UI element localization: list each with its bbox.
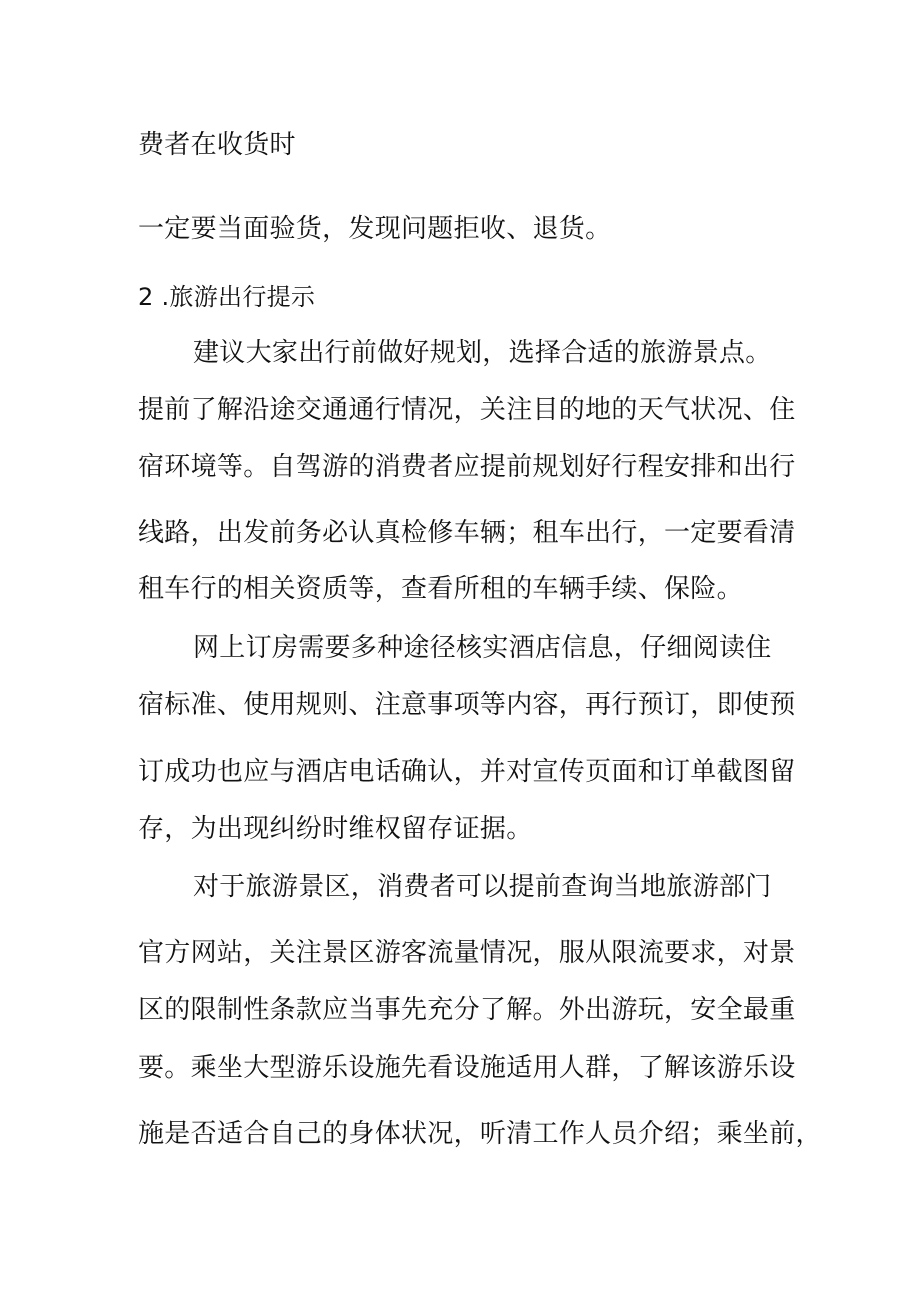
paragraph-3-line-4: 要。乘坐大型游乐设施先看设施适用人群，了解该游乐设 (138, 1053, 796, 1083)
paragraph-2-line-2: 宿标准、使用规则、注意事项等内容，再行预订，即使预 (138, 690, 796, 720)
paragraph-3-line-5: 施是否适合自己的身体状况，听清工作人员介绍；乘坐前， (138, 1119, 822, 1149)
paragraph-3-line-2: 官方网站，关注景区游客流量情况，服从限流要求，对景 (138, 938, 796, 968)
paragraph-2-line-1: 网上订房需要多种途径核实酒店信息，仔细阅读住 (193, 633, 772, 663)
paragraph-1-line-3: 宿环境等。自驾游的消费者应提前规划好行程安排和出行 (138, 452, 796, 482)
paragraph-1-line-1: 建议大家出行前做好规划，选择合适的旅游景点。 (193, 338, 772, 368)
text-line-2: 一定要当面验货，发现问题拒收、退货。 (138, 214, 612, 244)
paragraph-2-line-4: 存，为出现纠纷时维权留存证据。 (138, 814, 533, 844)
paragraph-2-line-3: 订成功也应与酒店电话确认，并对宣传页面和订单截图留 (138, 757, 796, 787)
text-line-1: 费者在收货时 (138, 130, 296, 160)
paragraph-1-line-4: 线路，出发前务必认真检修车辆；租车出行，一定要看清 (138, 518, 796, 548)
section-heading: 2 .旅游出行提示 (138, 283, 316, 311)
paragraph-1-line-5: 租车行的相关资质等，查看所租的车辆手续、保险。 (138, 574, 743, 604)
paragraph-3-line-3: 区的限制性条款应当事先充分了解。外出游玩，安全最重 (138, 995, 796, 1025)
paragraph-3-line-1: 对于旅游景区，消费者可以提前查询当地旅游部门 (193, 872, 772, 902)
paragraph-1-line-2: 提前了解沿途交通通行情况，关注目的地的天气状况、住 (138, 395, 796, 425)
